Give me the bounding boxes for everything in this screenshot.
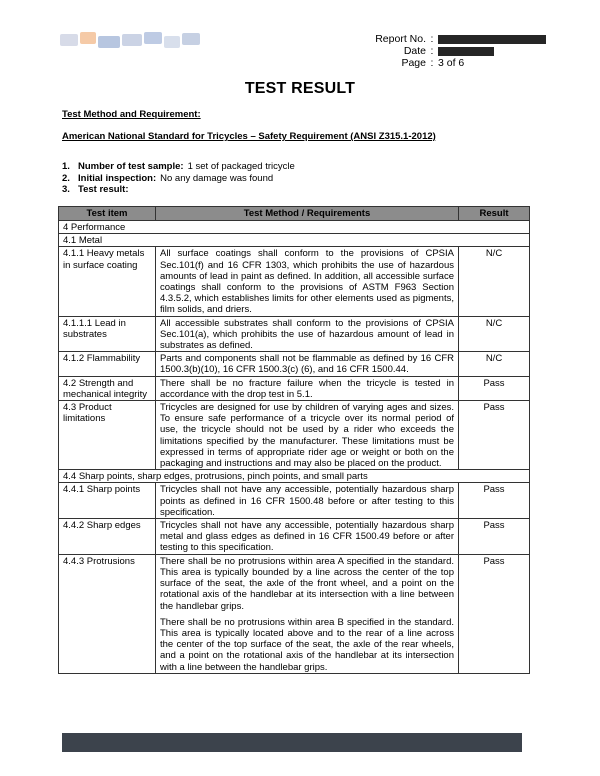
header-test-item: Test item <box>59 207 156 221</box>
method-cell: Parts and components shall not be flammable as defined by 16 CFR 1500.3(b)(10), 16 CFR 1500.3(c) (6), and 16 CFR 1500.44. <box>156 352 459 376</box>
table-row <box>59 352 530 376</box>
method-cell: All surface coatings shall conform to the provisions of CPSIA Sec.101(f) and 16 CFR 1303, which prohibits the use of hazardous amounts of lead in paint as defined. In addition, all accessible surface coatings shall conform to the provisions of ASTM F963 Section 4.3.5.2, which establishes limits for other elements used as pigments, film solids, and driers. <box>156 247 459 316</box>
table-row <box>59 401 530 470</box>
info-item: 3. Test result: <box>62 184 129 195</box>
report-no-label: Report No. <box>375 33 426 45</box>
result-cell: N/C <box>459 352 530 376</box>
test-item-cell: 4.2 Strength and mechanical integrity <box>59 376 156 400</box>
result-cell: Pass <box>459 483 530 519</box>
method-cell: Tricycles shall not have any accessible, potentially hazardous sharp points as defined in 16 CFR 1500.48 before or after testing to this specification. <box>156 483 459 519</box>
section-row <box>59 234 530 247</box>
result-cell: Pass <box>459 554 530 673</box>
method-cell: There shall be no fracture failure when the tricycle is tested in accordance with the drop test in 5.1. <box>156 376 459 400</box>
company-logo-blurred <box>60 30 200 56</box>
method-paragraph: There shall be no protrusions within area B specified in the standard. This area is typically located above and to the rear of a line across the center of the top surface of the seat, the axle of the rear wheels, and a point on the rotational axis of the handlebar at its intersection with a line between the handlebar grips. <box>160 616 454 673</box>
page-title: TEST RESULT <box>244 80 356 97</box>
test-results-table <box>58 206 530 674</box>
result-cell: N/C <box>459 247 530 316</box>
section-row <box>59 470 530 483</box>
result-cell: Pass <box>459 401 530 470</box>
redacted-report-no <box>438 35 546 44</box>
test-info-list <box>62 161 295 196</box>
info-item: 1. Number of test sample: 1 set of packaged tricycle <box>62 161 295 172</box>
test-item-cell: 4.1.1.1 Lead in substrates <box>59 316 156 352</box>
method-cell: All accessible substrates shall conform to the provisions of CPSIA Sec.101(a), which prohibits the use of hazardous amount of lead in substrates as defined. <box>156 316 459 352</box>
method-cell: Tricycles shall not have any accessible, potentially hazardous sharp metal and glass edges as defined in 16 CFR 1500.49 before or after testing to this specification. <box>156 519 459 555</box>
method-paragraph: There shall be no protrusions within area A specified in the standard. This area is typically bounded by a line across the center of the top surface of the seat, the axle of the front wheel, and a point on the rotational axis of the handlebar at its intersection with a line between the handlebar grips. <box>160 555 454 612</box>
test-item-cell: 4.3 Product limitations <box>59 401 156 470</box>
page-label: Page <box>401 57 426 69</box>
test-item-cell: 4.1.2 Flammability <box>59 352 156 376</box>
test-item-cell: 4.4.3 Protrusions <box>59 554 156 673</box>
test-item-cell: 4.1.1 Heavy metals in surface coating <box>59 247 156 316</box>
page-number: 3 of 6 <box>438 57 465 69</box>
result-cell: Pass <box>459 376 530 400</box>
section-row <box>59 221 530 234</box>
section-label: 4 Performance <box>59 221 530 234</box>
section-label: 4.4 Sharp points, sharp edges, protrusions, pinch points, and small parts <box>59 470 530 483</box>
redacted-date <box>438 47 494 56</box>
report-no-row: Report No. : <box>360 33 546 45</box>
test-method-heading: Test Method and Requirement: <box>62 109 201 120</box>
header-result: Result <box>459 207 530 221</box>
test-item-cell: 4.4.2 Sharp edges <box>59 519 156 555</box>
section-label: 4.1 Metal <box>59 234 530 247</box>
standard-heading: American National Standard for Tricycles – Safety Requirement (ANSI Z315.1-2012) <box>62 131 436 142</box>
method-cell: Tricycles are designed for use by children of varying ages and sizes. To ensure safe performance of a tricycle over its normal period of use, the tricycle should not be used by a rider who exceeds the limitations specified by the manufacturer. These limitations must be expressed in terms of appropriate rider age or weight or both on the packaging and instructions and may also be placed on the product. <box>156 401 459 470</box>
page-row: Page : 3 of 6 <box>360 57 546 69</box>
header-method: Test Method / Requirements <box>156 207 459 221</box>
report-meta <box>360 33 546 69</box>
table-row <box>59 316 530 352</box>
method-cell <box>156 554 459 673</box>
date-label: Date <box>403 45 426 57</box>
table-row <box>59 247 530 316</box>
table-row <box>59 376 530 400</box>
footer-bar <box>62 733 522 752</box>
result-cell: Pass <box>459 519 530 555</box>
result-cell: N/C <box>459 316 530 352</box>
table-row <box>59 554 530 673</box>
info-item: 2. Initial inspection: No any damage was found <box>62 172 274 184</box>
date-row: Date : <box>360 45 546 57</box>
table-header-row <box>59 207 530 221</box>
table-row <box>59 483 530 519</box>
test-item-cell: 4.4.1 Sharp points <box>59 483 156 519</box>
table-row <box>59 519 530 555</box>
